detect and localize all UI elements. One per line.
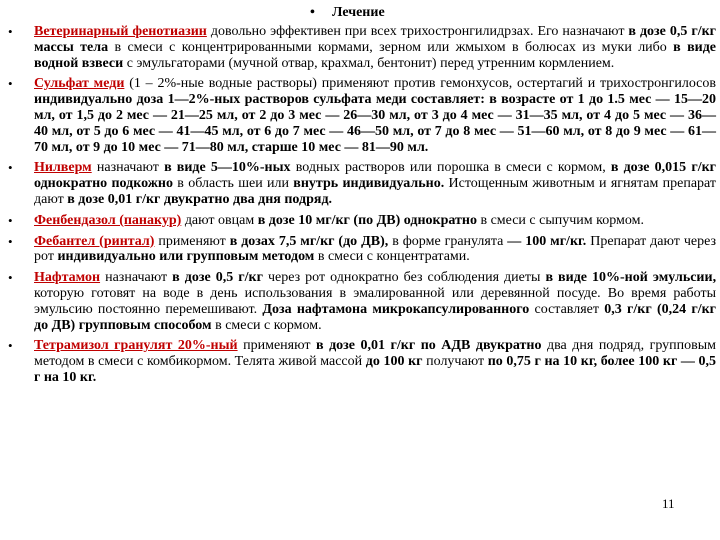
dose-text: до 100 кг — [365, 354, 423, 370]
dose-text: в дозе 0,015 г/кг однократно подкожно — [34, 160, 717, 192]
dose-text: индивидуально или групповым методом — [57, 249, 315, 265]
list-item-fenbendazole — [0, 213, 720, 229]
text-fragment: применяют — [243, 338, 311, 354]
text-fragment: которую готовят на воде в день использования в эмалированной или деревянной посуде. Во время работы эмульсию постоянно перемешивают. — [34, 285, 716, 317]
text-fragment: в смеси с кормом. — [215, 317, 322, 333]
drug-name: Нафтамон — [34, 270, 101, 286]
dose-text: в дозе 0,01 г/кг по АДВ двукратно — [316, 338, 542, 354]
dose-text: в виде водной взвеси — [34, 39, 717, 71]
text-fragment: в смеси с сыпучим кормом. — [480, 212, 644, 228]
list-item-nilverm — [0, 160, 720, 207]
text-fragment: назначают — [96, 160, 159, 176]
dose-text: в дозах 7,5 мг/кг (до ДВ), — [229, 233, 389, 249]
drug-name: Фенбендазол (панакур) — [34, 212, 182, 228]
page-number: 11 — [662, 496, 675, 511]
list-item-tetramisole — [0, 338, 720, 385]
title-bullet-icon: • — [310, 5, 315, 20]
list-item-fenothiazine — [0, 24, 720, 71]
dose-text: 0,3 г/кг (0,24 г/кг до ДВ) групповым способом — [34, 301, 717, 333]
dose-text: в дозе 10 мг/кг (по ДВ) однократно — [257, 212, 477, 228]
dose-text: в виде 5—10%-ных — [164, 160, 291, 176]
text-fragment: с эмульгаторами (мучной отвар, крахмал, бентонит) перед утренним кормлением. — [126, 55, 615, 71]
dose-text: в виде 10%-ной эмульсии, — [545, 270, 717, 286]
list-item-naftamon — [0, 270, 720, 333]
text-fragment: в форме гранулята — [392, 233, 504, 249]
text-fragment: Препарат дают через рот — [34, 233, 716, 265]
drug-name: Ветеринарный фенотиазин — [34, 24, 207, 39]
dose-text: в дозе 0,01 г/кг двукратно два дня подряд. — [67, 191, 333, 207]
treatment-list — [0, 24, 720, 391]
list-item-copper-sulfate — [0, 76, 720, 155]
section-title — [310, 5, 385, 21]
text-fragment: водных растворов или порошка в смеси с кормом, — [295, 160, 606, 176]
text-fragment: составляет — [534, 301, 599, 317]
text-fragment: применяют — [158, 233, 226, 249]
drug-name: Тетрамизол гранулят 20%-ный — [34, 338, 238, 354]
dose-text: — 100 мг/кг. — [507, 233, 587, 249]
text-fragment: дают овцам — [184, 212, 255, 228]
text-fragment: Истощенным животным и ягнятам препарат дают — [34, 176, 716, 207]
text-fragment: довольно эффективен при всех трихостронгилидрзах. Его назначают — [210, 24, 625, 39]
dose-text: Доза нафтамона микрокапсулированного — [262, 301, 530, 317]
drug-name: Сульфат меди — [34, 76, 125, 92]
dose-text: индивидуально доза 1—2%-ных растворов сульфата меди составляет: в возрасте от 1 до 1.5 мес — 15—20 мл, от 1,5 до 2 мес — 21—25 мл, от 2 до 3 мес — 26—30 мл, от 3 до 4 мес — 31—35 мл, от 4 до 5 мес — 36—40 мл, от 5 до 6 мес — 41—45 мл, от 6 до 7 мес — 46—50 мл, от 7 до 8 мес — 51—60 мл, от 8 до 9 мес — 61—70 мл, от 9 до 10 мес — 71—80 мл, старше 10 мес — 81—90 мл. — [34, 92, 716, 155]
drug-name: Фебантел (ринтал) — [34, 233, 155, 249]
list-item-febantel — [0, 234, 720, 266]
text-fragment: в смеси с концентратами. — [317, 249, 470, 265]
dose-text: по 0,75 г на 10 кг, более 100 кг — 0,5 г на 10 кг. — [34, 354, 717, 385]
title-text: Лечение — [332, 5, 385, 20]
dose-text: внутрь индивидуально. — [293, 176, 445, 192]
dose-text: в дозе 0,5 г/кг — [172, 270, 263, 286]
dose-text: в дозе 0,5 г/кг массы тела — [34, 24, 717, 55]
drug-name: Нилверм — [34, 160, 92, 176]
text-fragment: два дня подряд, групповым методом в смеси с комбикормом. Телята живой массой — [34, 338, 717, 370]
text-fragment: (1 – 2%-ные водные растворы) применяют против гемонхусов, остертагий и трихостронгилосов — [129, 76, 717, 92]
text-fragment: через рот однократно без соблюдения диеты — [267, 270, 541, 286]
text-fragment: назначают — [105, 270, 168, 286]
text-fragment: в область шеи или — [177, 176, 289, 192]
text-fragment: получают — [426, 354, 485, 370]
text-fragment: в смеси с концентрированными кормами, зерном или жмыхом в болюсах из муки либо — [114, 39, 667, 55]
